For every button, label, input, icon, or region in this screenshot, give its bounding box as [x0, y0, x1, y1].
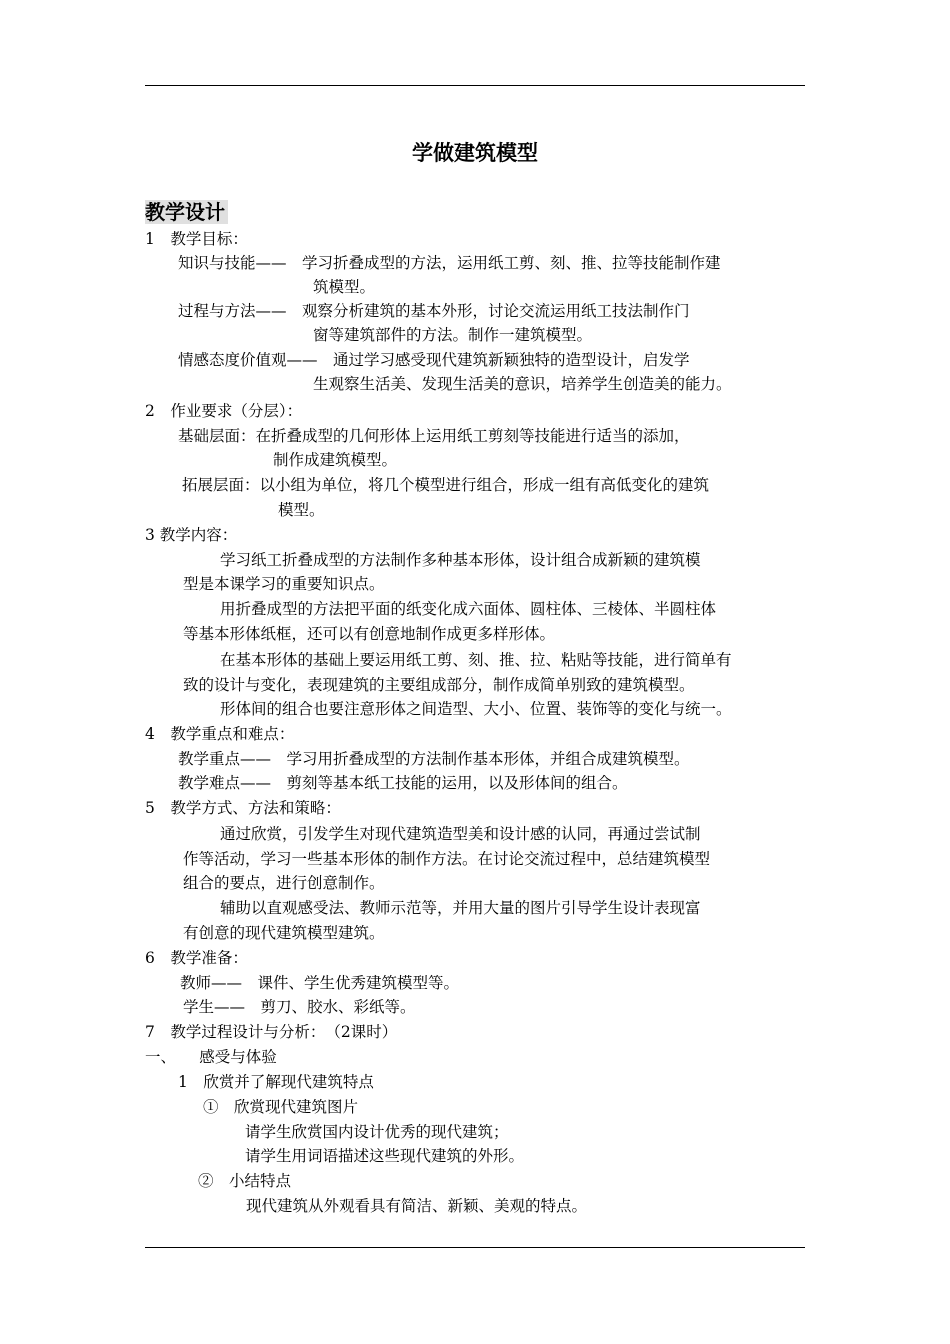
methods-para-1-cont2: 组合的要点，进行创意制作。 — [183, 874, 385, 892]
circled-item-1: ① 欣赏现代建筑图片 — [203, 1098, 359, 1116]
methods-para-1-cont: 作等活动，学习一些基本形体的制作方法。在讨论交流过程中，总结建筑模型 — [183, 850, 711, 868]
difficulty-line: 教学难点—— 剪刻等基本纸工技能的运用，以及形体间的组合。 — [178, 774, 628, 792]
key-point-line: 教学重点—— 学习用折叠成型的方法制作基本形体，并组合成建筑模型。 — [178, 750, 690, 768]
methods-para-1: 通过欣赏，引发学生对现代建筑造型美和设计感的认同，再通过尝试制 — [220, 825, 701, 843]
list-item-objectives: 1 教学目标： — [145, 230, 248, 248]
circled-item-2: ② 小结特点 — [198, 1172, 292, 1190]
extended-level-cont: 模型。 — [278, 501, 325, 519]
extended-level-line: 拓展层面：以小组为单位，将几个模型进行组合，形成一组有高低变化的建筑 — [182, 476, 710, 494]
footer-rule — [145, 1247, 805, 1248]
list-item-homework: 2 作业要求（分层）： — [145, 402, 303, 420]
page-title: 学做建筑模型 — [412, 141, 538, 165]
content-para-4: 形体间的组合也要注意形体之间造型、大小、位置、装饰等的变化与统一。 — [220, 700, 732, 718]
content-para-2-cont: 等基本形体纸框，还可以有创意地制作成更多样形体。 — [183, 625, 556, 643]
content-para-1: 学习纸工折叠成型的方法制作多种基本形体，设计组合成新颖的建筑模 — [220, 551, 701, 569]
sub-item-1: 1 欣赏并了解现代建筑特点 — [178, 1073, 374, 1091]
basic-level-cont: 制作成建筑模型。 — [273, 451, 398, 469]
content-para-3: 在基本形体的基础上要运用纸工剪、刻、推、拉、粘贴等技能，进行简单有 — [220, 651, 732, 669]
section-heading: 教学设计 — [145, 200, 228, 224]
process-method-line: 过程与方法—— 观察分析建筑的基本外形，讨论交流运用纸工技法制作门 — [178, 302, 690, 320]
attitude-line: 情感态度价值观—— 通过学习感受现代建筑新颖独特的造型设计，启发学 — [178, 351, 690, 369]
content-para-3-cont: 致的设计与变化，表现建筑的主要组成部分，制作成简单别致的建筑模型。 — [183, 676, 695, 694]
basic-level-line: 基础层面：在折叠成型的几何形体上运用纸工剪刻等技能进行适当的添加， — [178, 427, 690, 445]
student-prep-line: 学生—— 剪刀、胶水、彩纸等。 — [183, 998, 416, 1016]
knowledge-skills-line: 知识与技能—— 学习折叠成型的方法，运用纸工剪、刻、推、拉等技能制作建 — [178, 254, 721, 272]
circled-item-1-line-1: 请学生欣赏国内设计优秀的现代建筑； — [245, 1123, 509, 1141]
content-para-1-cont: 型是本课学习的重要知识点。 — [183, 575, 385, 593]
list-item-key-points: 4 教学重点和难点： — [145, 725, 295, 743]
list-item-preparation: 6 教学准备： — [145, 949, 248, 967]
circled-item-1-line-2: 请学生用词语描述这些现代建筑的外形。 — [245, 1147, 525, 1165]
list-item-process: 7 教学过程设计与分析： （2课时） — [145, 1023, 398, 1041]
methods-para-2-cont: 有创意的现代建筑模型建筑。 — [183, 924, 385, 942]
list-item-content: 3 教学内容： — [145, 526, 238, 544]
circled-item-2-line-1: 现代建筑从外观看具有简洁、新颖、美观的特点。 — [246, 1197, 588, 1215]
knowledge-skills-cont: 筑模型。 — [313, 278, 376, 296]
header-rule — [145, 85, 805, 86]
content-para-2: 用折叠成型的方法把平面的纸变化成六面体、圆柱体、三棱体、半圆柱体 — [220, 600, 717, 618]
teacher-prep-line: 教师—— 课件、学生优秀建筑模型等。 — [180, 974, 460, 992]
part-one-heading: 一、 感受与体验 — [145, 1048, 277, 1066]
list-item-methods: 5 教学方式、方法和策略： — [145, 799, 341, 817]
methods-para-2: 辅助以直观感受法、教师示范等，并用大量的图片引导学生设计表现富 — [220, 899, 701, 917]
process-method-cont: 窗等建筑部件的方法。制作一建筑模型。 — [313, 326, 593, 344]
attitude-cont: 生观察生活美、发现生活美的意识，培养学生创造美的能力。 — [313, 375, 732, 393]
